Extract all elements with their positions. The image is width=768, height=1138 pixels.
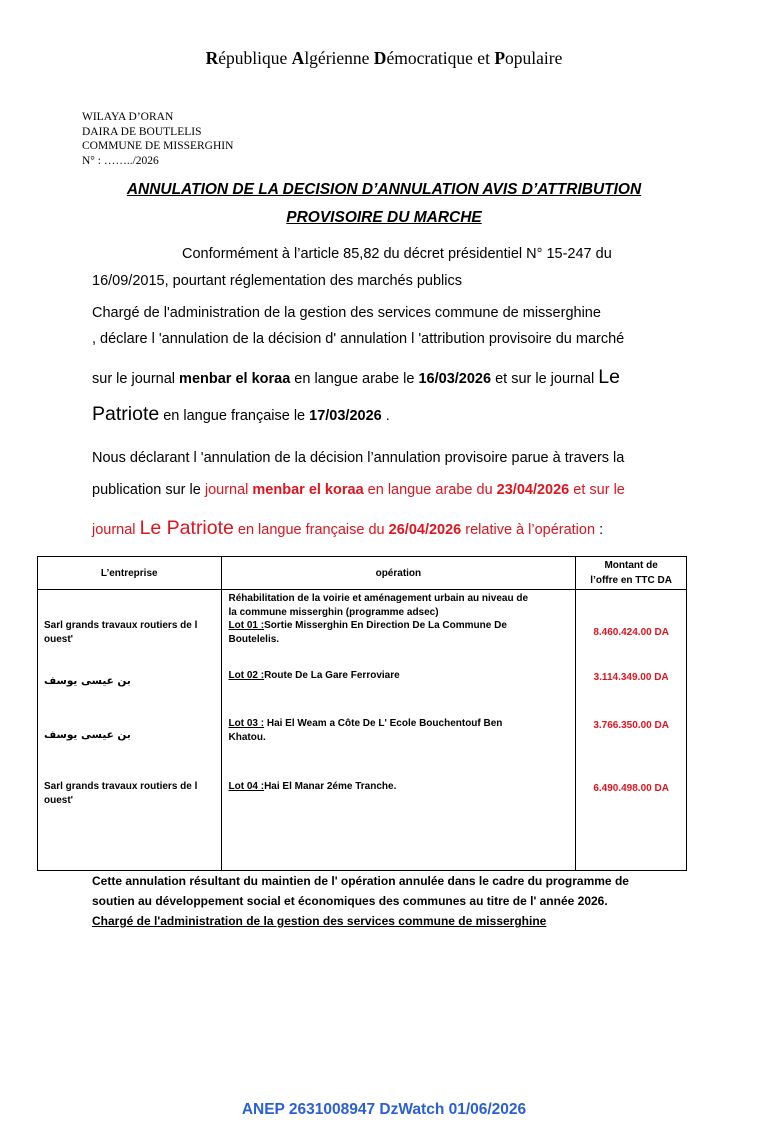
paragraph-declaration-line1: Nous déclarant l 'annulation de la décision l’annulation provisoire parue à travers la	[92, 450, 625, 466]
entreprise-lot-2: بن عيسى يوسف	[44, 675, 131, 687]
montant-lot-2: 3.114.349.00 DA	[593, 672, 669, 683]
paragraph-charge-line2: , déclare l 'annulation de la décision d' annulation l 'attribution provisoire du marché	[92, 331, 625, 347]
header-montant: Montant de l’offre en TTC DA	[576, 557, 687, 590]
paragraph-charge-line1: Chargé de l'administration de la gestion des services commune de misserghine	[92, 305, 601, 321]
entreprise-lot-4: Sarl grands travaux routiers de l ouest'	[44, 781, 198, 806]
reference-number: N° : ……../2026	[82, 154, 159, 167]
document-title: ANNULATION DE LA DECISION D’ANNULATION AVIS D’ATTRIBUTION PROVISOIRE DU MARCHE	[126, 181, 642, 226]
montant-lot-1: 8.460.424.00 DA	[593, 627, 669, 638]
entreprise-lot-3: بن عيسى يوسف	[44, 729, 131, 741]
entreprise-lot-1: Sarl grands travaux routiers de l ouest'	[44, 620, 198, 645]
operation-lot-3: Lot 03 : Hai El Weam a Côte De L' Ecole Bouchentouf Ben Khatou.	[228, 718, 503, 743]
operation-lot-4: Lot 04 :Hai El Manar 2éme Tranche.	[228, 781, 397, 792]
paragraph-patriote-line: Patriote en langue française le 17/03/2026 .	[92, 403, 390, 425]
administration-block	[82, 110, 233, 168]
header-operation: opération	[221, 557, 576, 590]
paragraph-decree-line1: Conformément à l’article 85,82 du décret présidentiel N° 15-247 du	[182, 246, 612, 262]
paragraph-decree-line2: 16/09/2015, pourtant réglementation des marchés publics	[92, 273, 462, 289]
operation-lot-1: Lot 01 :Sortie Misserghin En Direction De La Commune De Boutelelis.	[228, 620, 507, 645]
closing-statement: Cette annulation résultant du maintien de l' opération annulée dans le cadre du programme de soutien au développement social et économiques des communes au titre de l' année 2026. Chargé de l'administration de la gestion des services commune de misserghine	[92, 871, 629, 931]
republic-heading: République Algérienne Démocratique et Populaire	[205, 48, 563, 68]
operation-lot-2: Lot 02 :Route De La Gare Ferroviare	[228, 670, 400, 681]
paragraph-declaration-line2: publication sur le journal menbar el koraa en langue arabe du 23/04/2026 et sur le	[92, 482, 625, 498]
operation-column	[221, 590, 576, 871]
daira: DAIRA DE BOUTLELIS	[82, 125, 202, 138]
commune: COMMUNE DE MISSERGHIN	[82, 140, 234, 152]
table-header-row	[38, 557, 687, 590]
signature-line: Chargé de l'administration de la gestion des services commune de misserghine	[92, 914, 547, 928]
paragraph-declaration-line3: journal Le Patriote en langue française du 26/04/2026 relative à l’opération :	[92, 517, 604, 539]
montant-column	[576, 590, 687, 871]
publication-stamp: ANEP 2631008947 DzWatch 01/06/2026	[241, 1101, 527, 1118]
header-entreprise: L’entreprise	[38, 557, 222, 590]
table-body-row	[38, 590, 687, 871]
montant-lot-3: 3.766.350.00 DA	[593, 720, 669, 731]
entreprise-column	[38, 590, 222, 871]
wilaya: WILAYA D’ORAN	[82, 111, 174, 123]
montant-lot-4: 6.490.498.00 DA	[593, 783, 669, 794]
operation-intro: Réhabilitation de la voirie et aménagement urbain au niveau de la commune misserghin (programme adsec)	[228, 593, 529, 618]
paragraph-journal-line: sur le journal menbar el koraa en langue arabe le 16/03/2026 et sur le journal Le	[92, 366, 620, 388]
lots-table	[37, 556, 687, 871]
